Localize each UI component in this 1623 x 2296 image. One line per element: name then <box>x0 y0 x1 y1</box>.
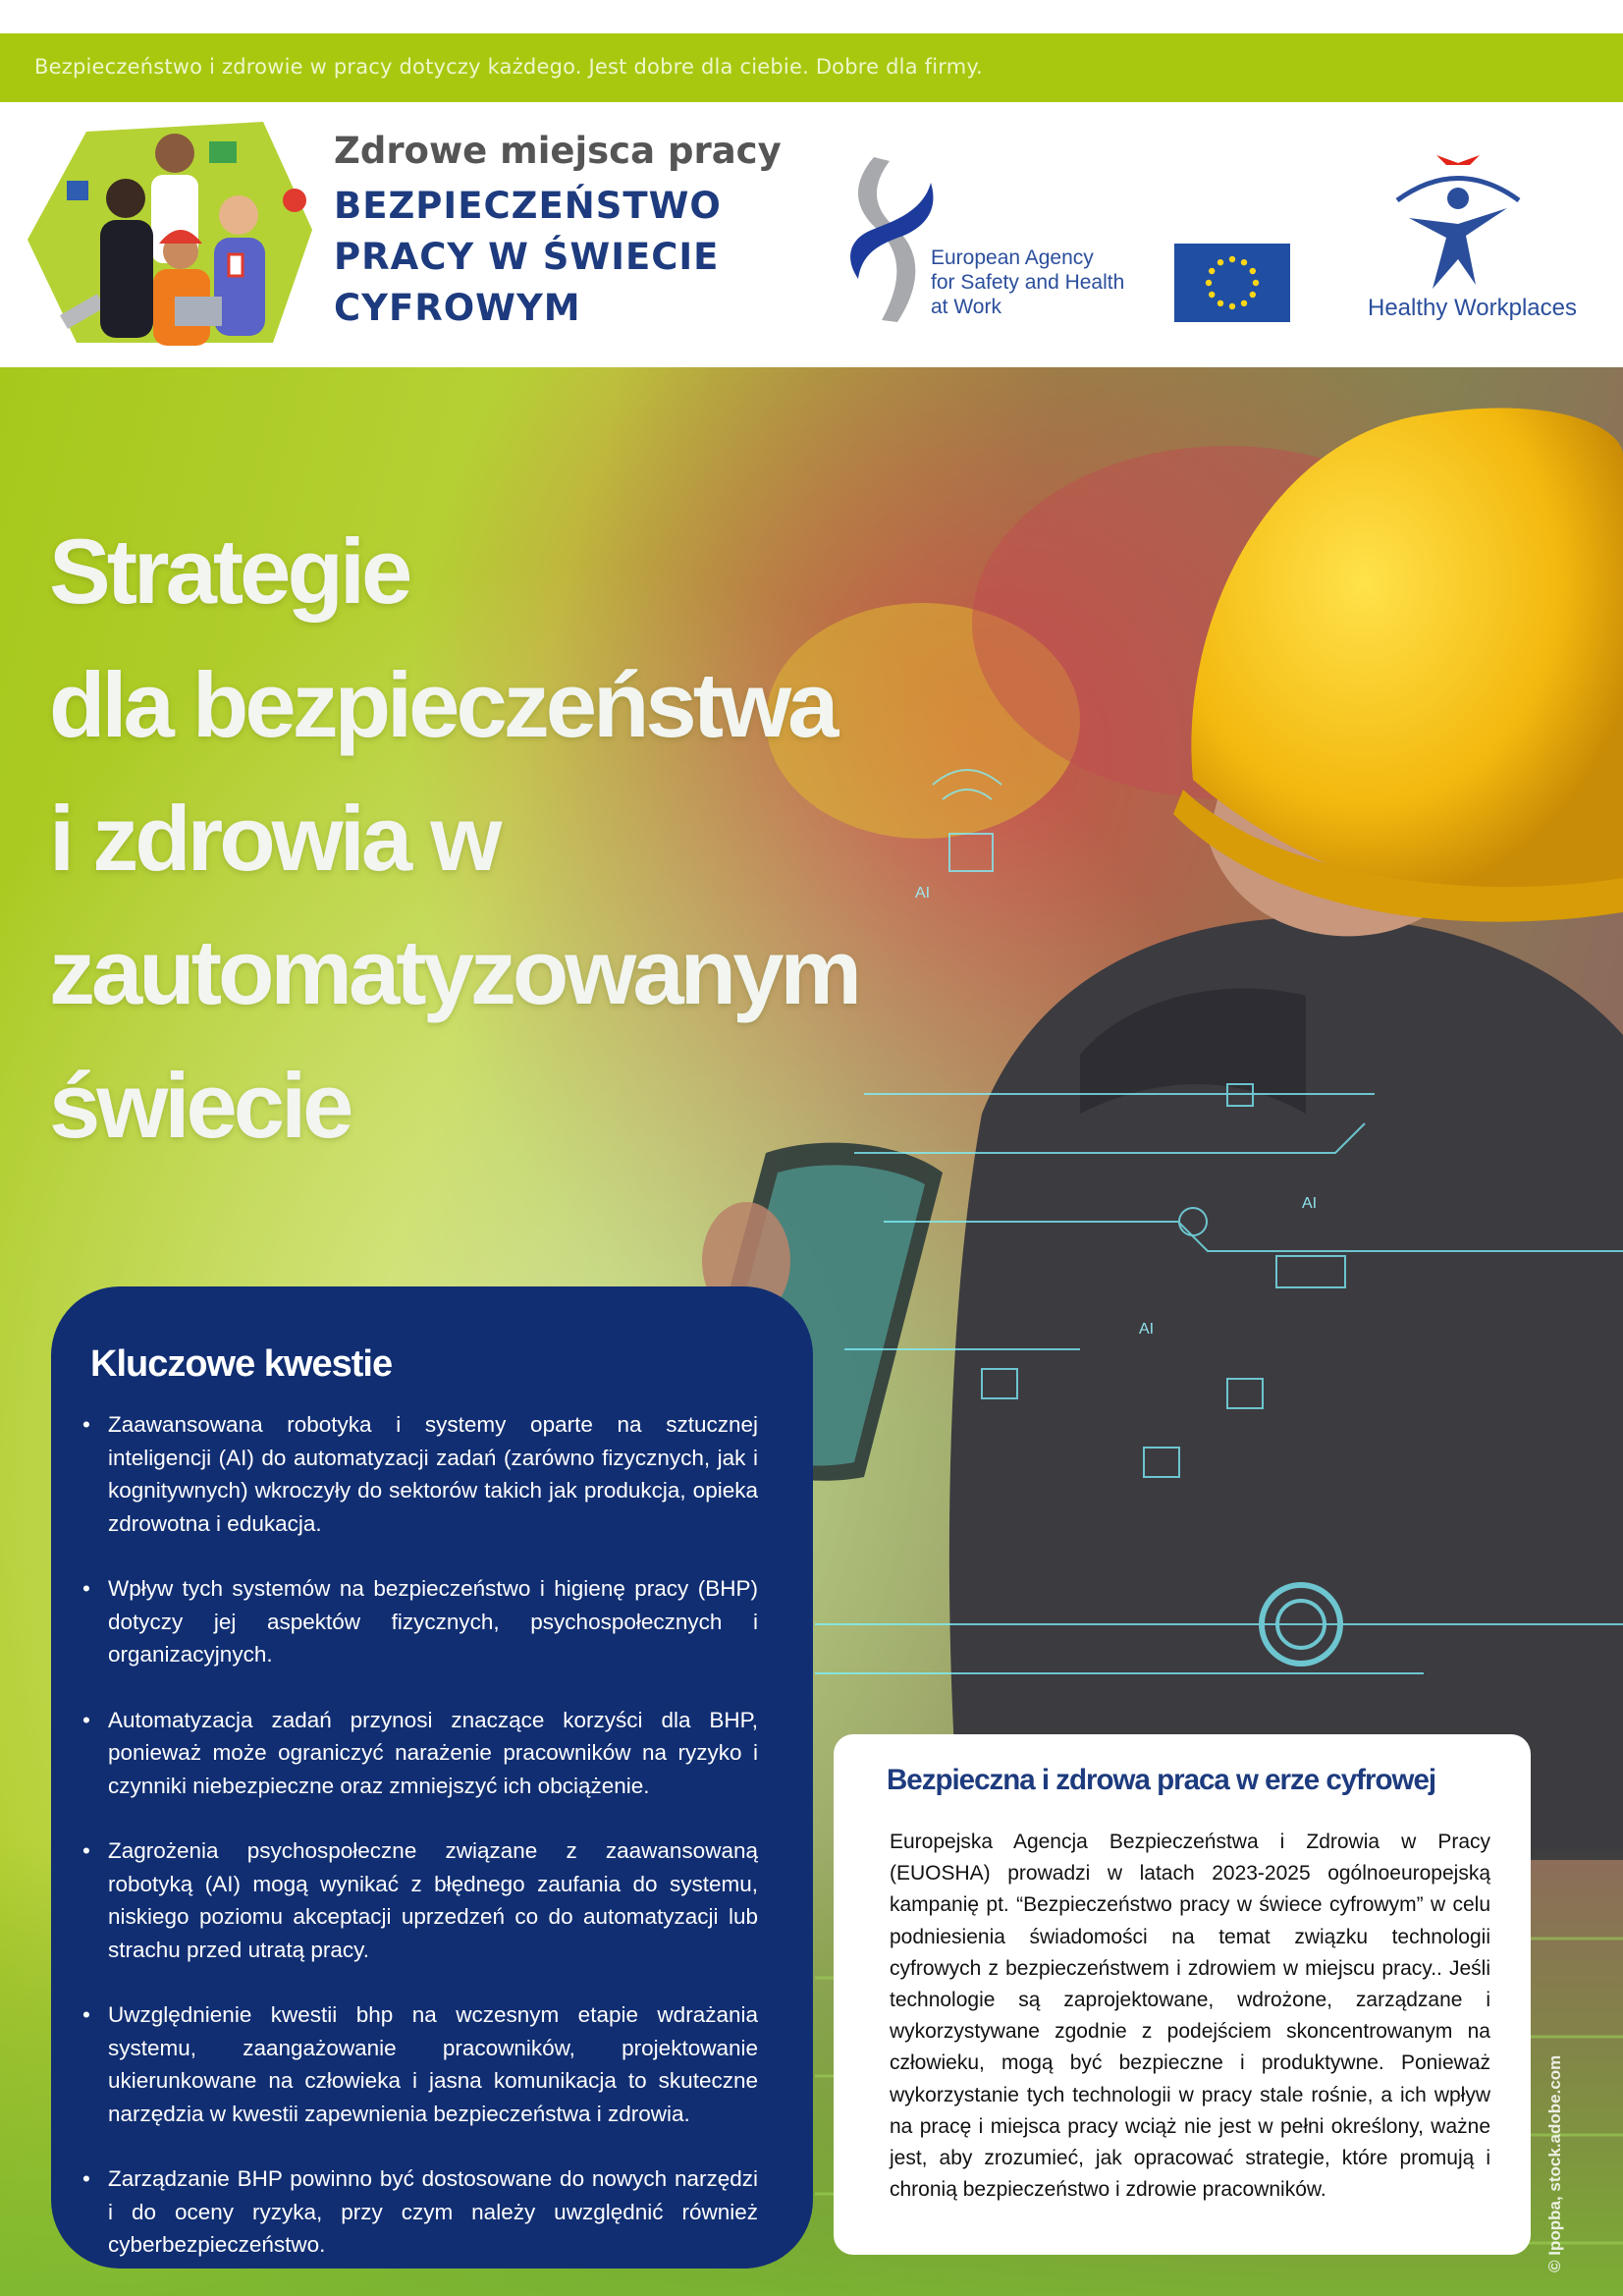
campaign-title-line: BEZPIECZEŃSTWO <box>334 185 722 227</box>
hero-title-line: i zdrowia w <box>49 787 499 890</box>
key-issues-title: Kluczowe kwestie <box>90 1343 393 1385</box>
overlay-ai-label: AI <box>1302 1195 1318 1212</box>
eu-flag-icon <box>1174 244 1290 322</box>
tagline: Bezpieczeństwo i zdrowie w pracy dotyczy każdego. Jest dobre dla ciebie. Dobre dla firmy. <box>34 55 983 79</box>
top-tagline-bar <box>0 33 1623 102</box>
healthy-workplaces-logo-icon <box>1360 151 1556 318</box>
photo-credit: © Ipopba, stock.adobe.com <box>1545 2054 1564 2272</box>
hero-title-line: Strategie <box>49 519 409 623</box>
key-issues-list <box>108 1408 758 2294</box>
hero-title-line: dla bezpieczeństwa <box>49 653 836 756</box>
eu-osha-name-line: at Work <box>931 296 1001 318</box>
hero-title-line: świecie <box>49 1054 351 1157</box>
healthy-workplaces-subtitle: Zdrowe miejsca pracy <box>334 130 782 172</box>
eu-osha-name <box>931 246 1124 319</box>
campaign-title <box>334 181 746 334</box>
key-issue-item: • Zaawansowana robotyka i systemy oparte na sztucznej inteligencji (AI) do automatyzacji zadań (zarówno fizycznych, jak i kognitywnych) wkroczyły do sektorów takich jak produkcja, opieka zdrowotna i edukacja. <box>108 1408 758 1540</box>
eu-osha-name-line: for Safety and Health <box>931 271 1125 294</box>
key-issue-item: • Automatyzacja zadań przynosi znaczące korzyści dla BHP, ponieważ może ograniczyć narażenie pracowników na ryzyko i czynniki niebezpieczne oraz zmniejszyć ich obciążenie. <box>108 1704 758 1803</box>
campaign-title-line: PRACY W ŚWIECIE <box>334 236 720 278</box>
digital-work-box <box>834 1734 1531 2255</box>
hero-title-line: zautomatyzowanym <box>49 920 858 1023</box>
digital-work-text: Europejska Agencja Bezpieczeństwa i Zdrowia w Pracy (EUOSHA) prowadzi w latach 2023-2025 ogólnoeuropejską kampanię pt. “Bezpieczeństwo pracy w świece cyfrowym” w celu podniesienia świadomości na temat związku technologii cyfrowych z bezpieczeństwem i zdrowiem w miejscu pracy.. Jeśli technologie są zaprojektowane, wdrożone, zarządzane i wykorzystywane zgodnie z podejściem skoncentrowanym na człowieku, mogą być bezpieczne i produktywne. Ponieważ wykorzystanie tych technologii w pracy stale rośnie, a ich wpływ na pracę i miejsca pracy wciąż nie jest w pełni określony, ważne jest, aby zrozumieć, jak opracować strategie, które promują i chronią bezpieczeństwo i zdrowie pracowników. <box>890 1831 1490 2202</box>
campaign-title-line: CYFROWYM <box>334 287 581 329</box>
eu-osha-name-line: European Agency <box>931 246 1094 269</box>
hero-section <box>0 367 1623 2296</box>
key-issue-item: • Uwzględnienie kwestii bhp na wczesnym etapie wdrażania systemu, zaangażowanie pracowników, projektowanie ukierunkowane na człowieka i jasna komunikacja to skuteczne narzędzia w kwestii zapewnienia bezpieczeństwa i zdrowia. <box>108 1998 758 2130</box>
header <box>0 102 1623 367</box>
hero-title <box>49 505 933 1173</box>
key-issue-item: • Zagrożenia psychospołeczne związane z zaawansowaną robotyką (AI) mogą wynikać z błędnego zaufania do systemu, niskiego poziomu akceptacji uprzedzeń co do automatyzacji lub strachu przed utratą pracy. <box>108 1834 758 1966</box>
healthy-workplaces-label: Healthy Workplaces <box>1368 295 1577 321</box>
overlay-ai-label: AI <box>1139 1321 1155 1338</box>
key-issue-item: • Wpływ tych systemów na bezpieczeństwo i higienę pracy (BHP) dotyczy jej aspektów fizycznych, psychospołecznych i organizacyjnych. <box>108 1572 758 1671</box>
digital-work-title: Bezpieczna i zdrowa praca w erze cyfrowej <box>887 1764 1436 1796</box>
key-issues-box <box>51 1286 813 2269</box>
workers-illustration-icon <box>27 122 312 348</box>
overlay-ai-label: AI <box>915 885 931 902</box>
key-issue-item: • Zarządzanie BHP powinno być dostosowane do nowych narzędzi i do oceny ryzyka, przy czym należy uwzględnić również cyberbezpieczeństwo. <box>108 2162 758 2262</box>
